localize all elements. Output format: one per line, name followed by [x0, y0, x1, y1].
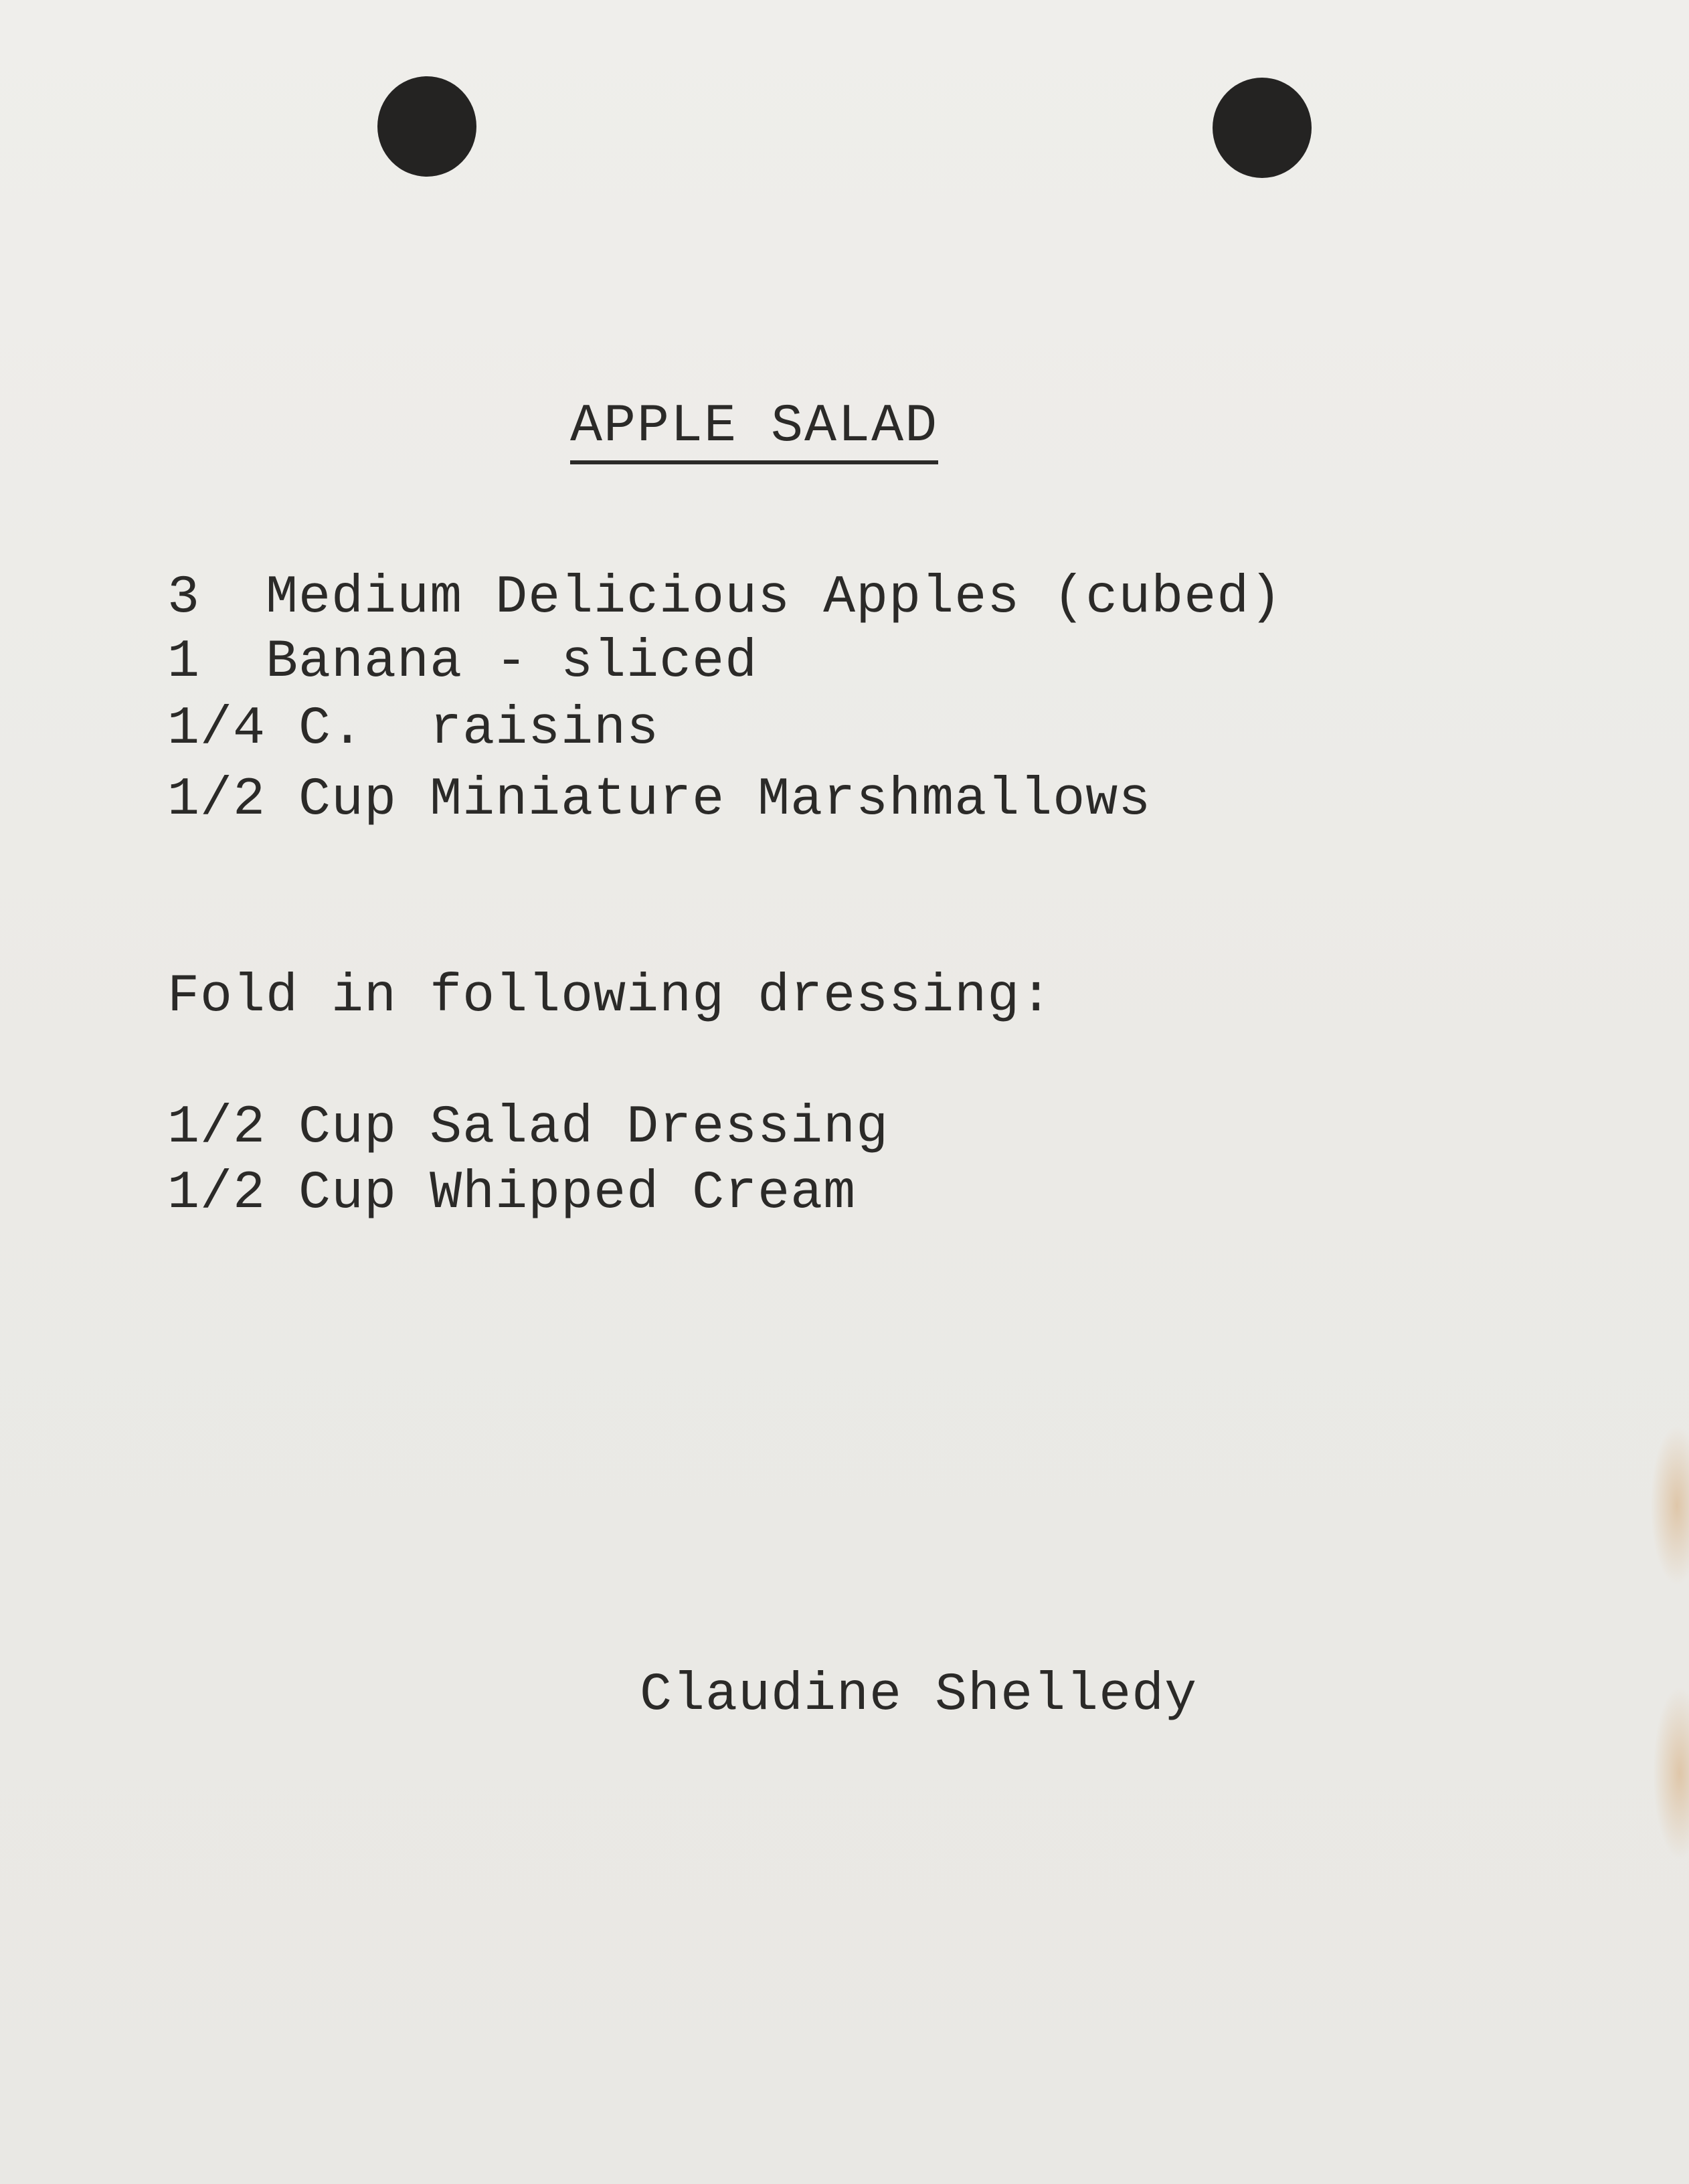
- dressing-line: 1/2 Cup Salad Dressing: [167, 1097, 889, 1158]
- dressing-line: 1/2 Cup Whipped Cream: [167, 1163, 857, 1224]
- recipe-title: APPLE SALAD: [570, 393, 938, 464]
- edge-stain: [1650, 1425, 1689, 1586]
- ingredient-line: 3 Medium Delicious Apples (cubed): [167, 567, 1283, 628]
- punch-hole-right: [1213, 78, 1312, 178]
- ingredient-line: 1/4 C. raisins: [167, 699, 660, 759]
- ingredient-line: 1 Banana - sliced: [167, 632, 758, 693]
- instruction-text: Fold in following dressing:: [167, 966, 1053, 1027]
- ingredient-line: 1/2 Cup Miniature Marshmallows: [167, 769, 1152, 830]
- author-name: Claudine Shelledy: [640, 1665, 1198, 1726]
- edge-stain: [1653, 1686, 1689, 1860]
- punch-hole-left: [377, 76, 476, 177]
